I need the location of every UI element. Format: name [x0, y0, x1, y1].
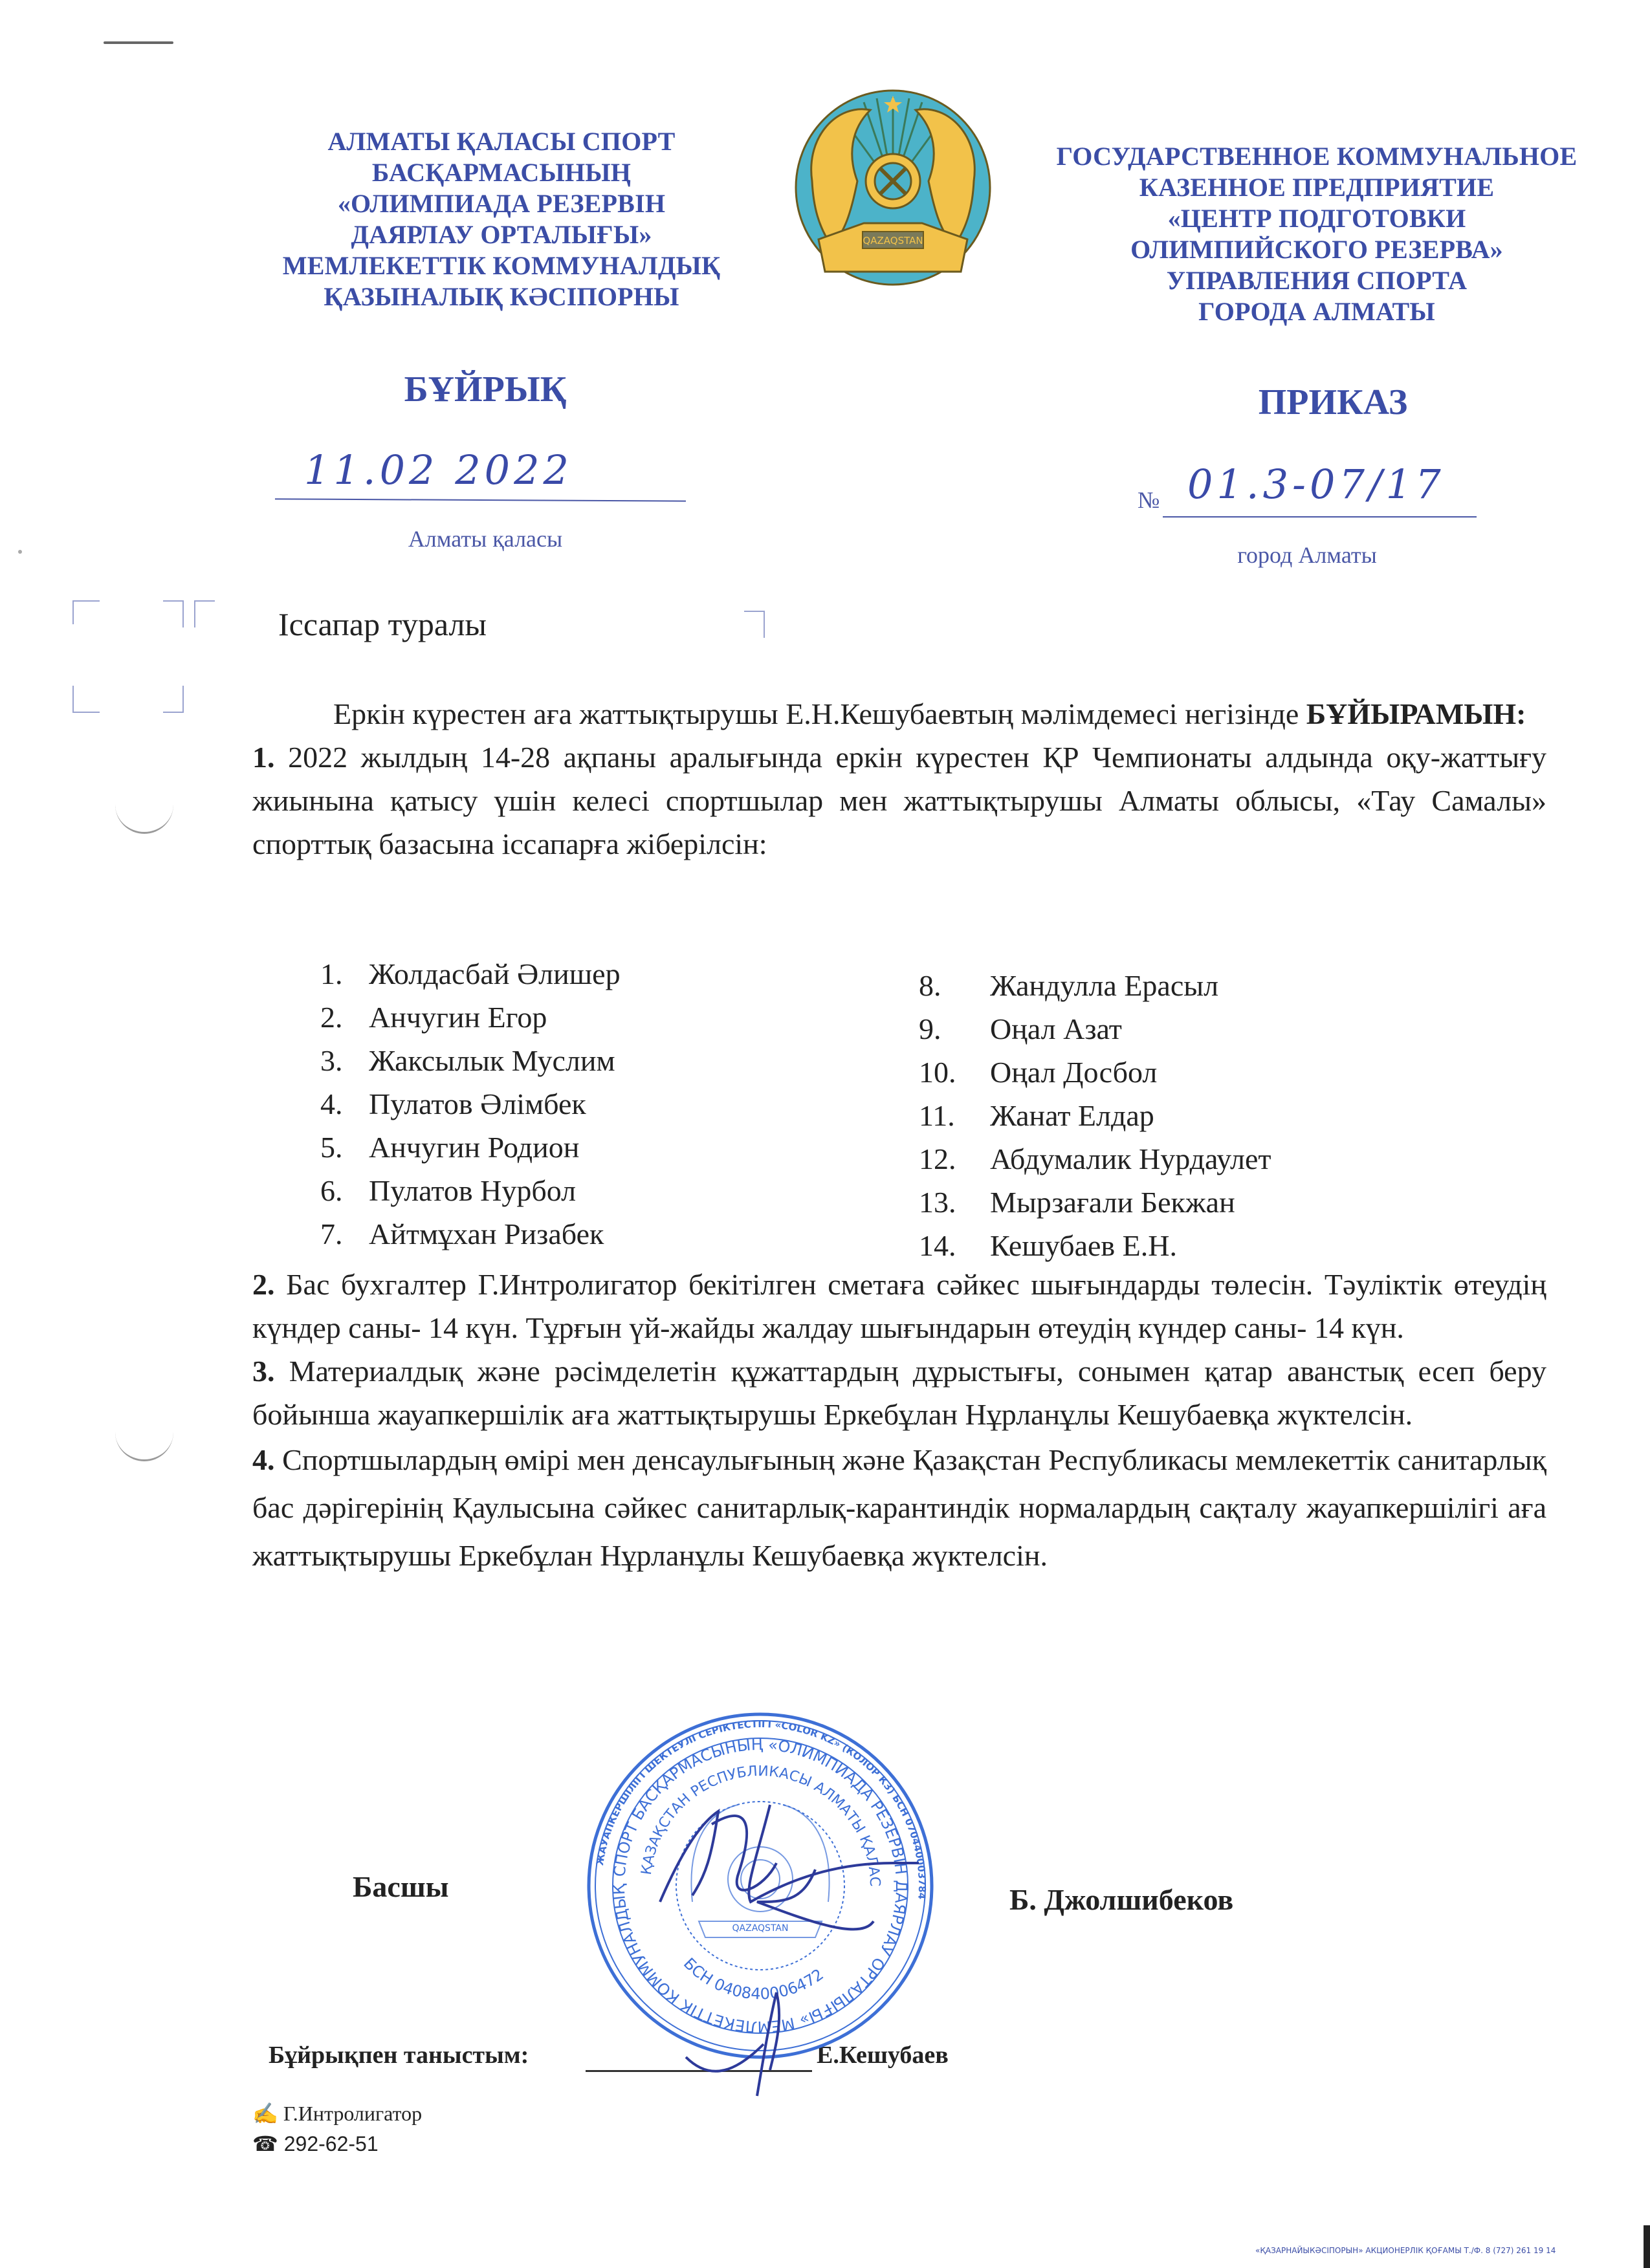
- list-item: 10. Оңал Досбол: [919, 1056, 1158, 1089]
- number-prefix: №: [1138, 487, 1160, 513]
- emblem-icon: [786, 84, 1000, 298]
- punch-hole: [115, 1423, 173, 1461]
- org-line: КАЗЕННОЕ ПРЕДПРИЯТИЕ: [1139, 173, 1495, 202]
- acknowledged-label: Бұйрықпен таныстым:: [269, 2042, 529, 2069]
- org-line: ОЛИМПИЙСКОГО РЕЗЕРВА»: [1130, 235, 1503, 264]
- clause-4: 4. Спортшылардың өмірі мен денсаулығының және Қазақстан Республикасы мемлекеттік санитарлық бас дәрігерінің Қаулысына сәйкес санитарлық-карантиндік нормалардың сақталу жауапкершілігі аға жаттықтырушы Еркебұлан Нұрланұлы Кешубаевқа жүктелсін.: [252, 1443, 1546, 1572]
- stamp-emblem-caption: QAZAQSTAN: [732, 1923, 789, 1934]
- order-date: 11.02 2022: [304, 446, 573, 494]
- clause-2: 2. Бас бухгалтер Г.Интролигатор бекітілген сметаға сәйкес шығындарды төлесін. Тәуліктік өтеудің күндер саны- 14 күн. Тұрғын үй-жайды жалдау шығындарын өтеудің күндер саны- 14 күн.: [252, 1268, 1546, 1344]
- stamp-bin-text: БСН 040840006472: [679, 1954, 827, 2003]
- doc-type-russian: ПРИКАЗ: [1258, 382, 1408, 422]
- order-body: [252, 692, 1546, 866]
- stamp-outer-text: ЖАУАПКЕРШІЛІГІ ШЕКТЕУЛІ СЕРІКТЕСТІГІ «COLOR KZ» (КОЛОР КЗ) БСН 070440003784: [593, 1717, 929, 1900]
- list-item: 4. Пулатов Әлімбек: [320, 1087, 586, 1120]
- subject-line: Іссапар туралы: [278, 606, 487, 642]
- stamp-middle-text: СПОРТ БАСҚАРМАСЫНЫҢ «ОЛИМПИАДА РЕЗЕРВІН ДАЯРЛАУ ОРТАЛЫҒЫ» МЕМЛЕКЕТТІК КОММУНАЛДЫҚ: [610, 1735, 911, 2036]
- registration-mark: [194, 600, 215, 627]
- executor-line: [252, 2101, 422, 2126]
- athlete-list-left: [320, 952, 621, 1256]
- doc-type-kazakh: БҰЙРЫҚ: [404, 369, 567, 409]
- registration-mark: [744, 611, 765, 638]
- number-line: [1163, 511, 1477, 518]
- list-item: 6. Пулатов Нурбол: [320, 1174, 577, 1207]
- list-item: 3. Жаксылык Муслим: [320, 1044, 615, 1077]
- org-line: «ОЛИМПИАДА РЕЗЕРВІН: [337, 189, 666, 218]
- signatory-name: Б. Джолшибеков: [1009, 1883, 1234, 1916]
- org-line: «ЦЕНТР ПОДГОТОВКИ: [1167, 204, 1466, 233]
- phone-line: [252, 2132, 379, 2156]
- state-emblem: [786, 84, 1000, 298]
- list-item: 11. Жанат Елдар: [919, 1099, 1154, 1132]
- org-line: ГОРОДА АЛМАТЫ: [1198, 297, 1435, 326]
- stamp-inner-text: ҚАЗАҚСТАН РЕСПУБЛИКАСЫ АЛМАТЫ ҚАЛАС: [638, 1763, 883, 1887]
- scan-edge: [1644, 2225, 1650, 2268]
- registration-mark: [163, 686, 184, 713]
- scan-dot: [18, 550, 22, 554]
- list-item: 8. Жандулла Ерасыл: [919, 969, 1219, 1002]
- preamble: Еркін күрестен аға жаттықтырушы Е.Н.Кешубаевтың мәлімдемесі негізінде БҰЙЫРАМЫН:: [333, 697, 1526, 730]
- registration-mark: [72, 600, 100, 624]
- order-clauses: [252, 1263, 1546, 1580]
- city-russian: город Алматы: [1237, 542, 1377, 568]
- clause-3: 3. Материалдық және рәсімделетін құжаттардың дұрыстығы, сонымен қатар аванстық есеп беру бойынша жауапкершілік аға жаттықтырушы Еркебұлан Нұрланұлы Кешубаевқа жүктелсін.: [252, 1355, 1546, 1431]
- registration-mark: [163, 600, 184, 627]
- signatory-position: Басшы: [353, 1870, 449, 1903]
- official-stamp: [582, 1708, 938, 2064]
- punch-hole: [115, 796, 173, 834]
- org-line: АЛМАТЫ ҚАЛАСЫ СПОРТ: [327, 127, 676, 156]
- emblem-caption: QAZAQSTAN: [863, 235, 923, 246]
- org-name-kazakh: [256, 126, 747, 312]
- printer-imprint: «ҚАЗАРНАЙЫКӘСІПОРЫН» АКЦИОНЕРЛІК ҚОҒАМЫ Т./Ф. 8 (727) 261 19 14: [1255, 2246, 1556, 2255]
- list-item: 5. Анчугин Родион: [320, 1131, 580, 1164]
- list-item: 2. Анчугин Егор: [320, 1001, 547, 1034]
- city-kazakh: Алматы қаласы: [408, 526, 563, 552]
- list-item: 14. Кешубаев Е.Н.: [919, 1229, 1177, 1262]
- acknowledged-name: Е.Кешубаев: [817, 2042, 949, 2069]
- list-item: 12. Абдумалик Нурдаулет: [919, 1142, 1271, 1175]
- list-item: 1. Жолдасбай Әлишер: [320, 957, 621, 990]
- pen-icon: ✍: [252, 2102, 278, 2125]
- org-line: МЕМЛЕКЕТТІК КОММУНАЛДЫҚ: [282, 251, 721, 280]
- list-item: 13. Мырзағали Бекжан: [919, 1186, 1235, 1219]
- org-line: ҚАЗЫНАЛЫҚ КӘСІПОРНЫ: [324, 282, 679, 311]
- athlete-list-right: [919, 964, 1271, 1267]
- order-number: 01.3-07/17: [1187, 461, 1445, 508]
- org-name-russian: [1022, 141, 1611, 327]
- director-signature: [582, 1708, 971, 2109]
- executor-name: Г.Интролигатор: [283, 2102, 423, 2125]
- org-line: ГОСУДАРСТВЕННОЕ КОММУНАЛЬНОЕ: [1056, 142, 1578, 171]
- org-line: ДАЯРЛАУ ОРТАЛЫҒЫ»: [351, 220, 652, 249]
- list-item: 7. Айтмұхан Ризабек: [320, 1217, 604, 1250]
- list-item: 9. Оңал Азат: [919, 1012, 1122, 1045]
- registration-mark: [72, 686, 100, 713]
- scan-mark: [104, 41, 173, 44]
- order-directive: БҰЙЫРАМЫН:: [1306, 697, 1526, 730]
- org-line: УПРАВЛЕНИЯ СПОРТА: [1166, 266, 1468, 295]
- phone-number: 292-62-51: [283, 2132, 379, 2155]
- phone-icon: ☎: [252, 2132, 278, 2155]
- clause-1: 1. 2022 жылдың 14-28 ақпаны аралығында еркін күрестен ҚР Чемпионаты алдында оқу-жаттығу жиынына қатысу үшін келесі спортшылар мен жаттықтырушы Алматы облысы, «Тау Самалы» спорттық базасына іссапарға жіберілсін:: [252, 741, 1547, 860]
- org-line: БАСҚАРМАСЫНЫҢ: [371, 158, 632, 187]
